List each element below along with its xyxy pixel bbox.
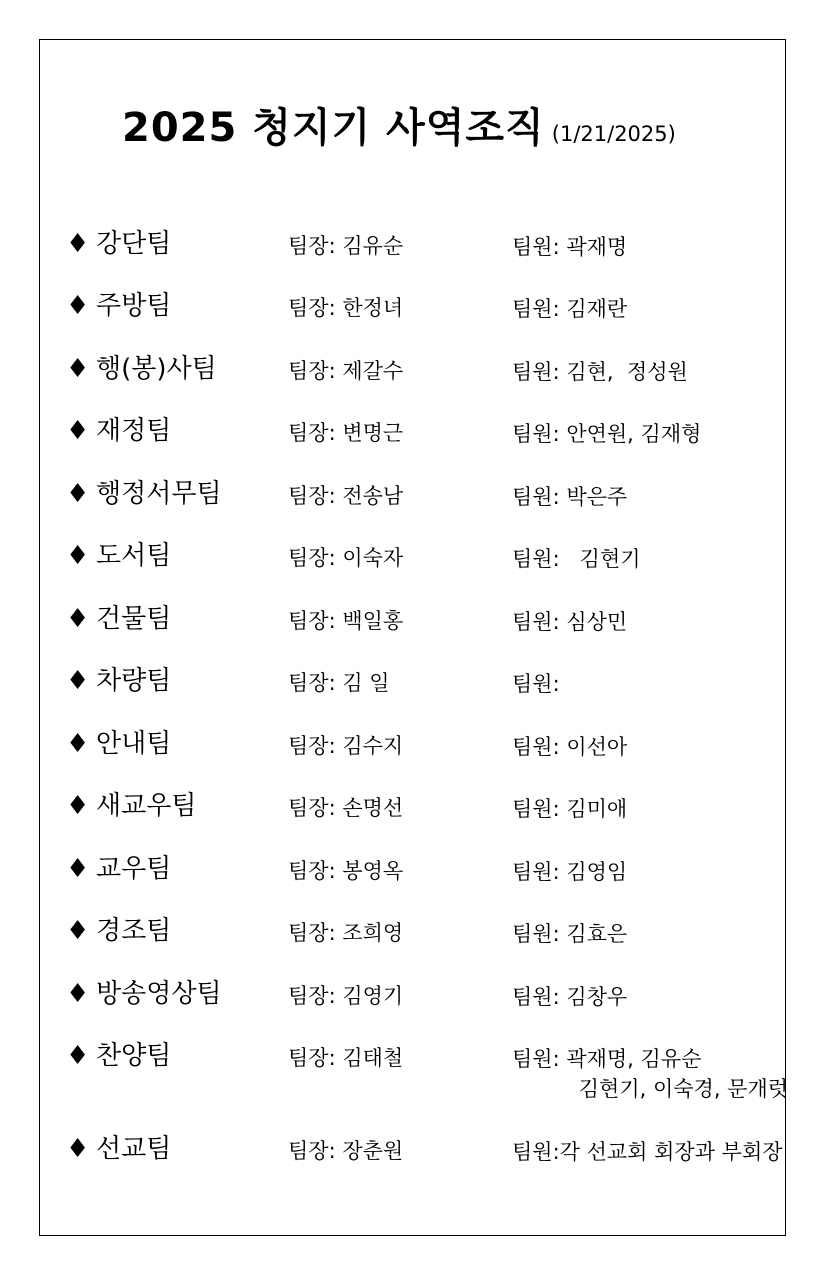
team-leader: 팀장: 김영기 — [288, 984, 404, 1008]
team-leader: 팀장: 제갈수 — [288, 359, 404, 383]
diamond-bullet-icon: ♦ — [66, 541, 90, 571]
team-leader: 팀장: 전송남 — [288, 484, 404, 508]
team-name-label: 방송영상팀 — [96, 979, 222, 1009]
diamond-bullet-icon: ♦ — [66, 479, 90, 509]
team-name-label: 재정팀 — [96, 416, 172, 446]
team-name-label: 차량팀 — [96, 666, 172, 696]
diamond-bullet-icon: ♦ — [66, 1134, 90, 1164]
team-members: 팀원: 김미애 — [512, 797, 628, 821]
team-name — [66, 792, 196, 820]
diamond-bullet-icon: ♦ — [66, 354, 90, 384]
team-leader: 팀장: 이숙자 — [288, 546, 404, 570]
team-leader: 팀장: 장춘원 — [288, 1139, 404, 1163]
team-name-label: 강단팀 — [96, 229, 172, 259]
team-name-label: 경조팀 — [96, 916, 172, 946]
diamond-bullet-icon: ♦ — [66, 416, 90, 446]
diamond-bullet-icon: ♦ — [66, 291, 90, 321]
team-name — [66, 417, 171, 445]
team-members: 팀원: 김현, 정성원 — [512, 360, 688, 384]
team-leader: 팀장: 한정녀 — [288, 296, 404, 320]
team-name — [66, 917, 171, 945]
team-leader: 팀장: 손명선 — [288, 796, 404, 820]
team-name-label: 교우팀 — [96, 854, 172, 884]
team-leader: 팀장: 조희영 — [288, 921, 404, 945]
team-name-label: 건물팀 — [96, 604, 172, 634]
team-name-label: 새교우팀 — [96, 791, 197, 821]
team-members: 팀원: — [512, 672, 560, 696]
team-members: 팀원: 곽재명 — [512, 235, 628, 259]
diamond-bullet-icon: ♦ — [66, 916, 90, 946]
team-name — [66, 667, 171, 695]
team-name-label: 선교팀 — [96, 1134, 172, 1164]
diamond-bullet-icon: ♦ — [66, 229, 90, 259]
diamond-bullet-icon: ♦ — [66, 604, 90, 634]
team-members: 팀원: 김재란 — [512, 297, 628, 321]
team-name — [66, 355, 217, 383]
team-name-label: 안내팀 — [96, 729, 172, 759]
diamond-bullet-icon: ♦ — [66, 729, 90, 759]
diamond-bullet-icon: ♦ — [66, 666, 90, 696]
team-name — [66, 605, 171, 633]
team-members: 팀원: 박은주 — [512, 485, 628, 509]
team-name — [66, 730, 171, 758]
team-members: 팀원: 심상민 — [512, 610, 628, 634]
team-members: 팀원: 김창우 — [512, 985, 628, 1009]
title-date: (1/21/2025) — [551, 122, 676, 146]
team-members: 팀원: 김영임 — [512, 860, 628, 884]
team-members: 팀원: 김현기 — [512, 547, 641, 571]
team-name-label: 행(봉)사팀 — [96, 354, 217, 384]
team-name-label: 도서팀 — [96, 541, 172, 571]
page-title — [122, 105, 676, 151]
team-leader: 팀장: 백일홍 — [288, 609, 404, 633]
team-name — [66, 230, 171, 258]
team-leader: 팀장: 김 일 — [288, 671, 390, 695]
team-leader: 팀장: 김유순 — [288, 234, 404, 258]
team-name — [66, 980, 222, 1008]
team-leader: 팀장: 봉영옥 — [288, 859, 404, 883]
diamond-bullet-icon: ♦ — [66, 854, 90, 884]
team-name — [66, 855, 171, 883]
title-main: 2025 청지기 사역조직 — [122, 105, 545, 151]
team-name-label: 주방팀 — [96, 291, 172, 321]
team-name — [66, 1135, 171, 1163]
diamond-bullet-icon: ♦ — [66, 979, 90, 1009]
team-name — [66, 292, 171, 320]
team-members: 팀원: 김효은 — [512, 922, 628, 946]
team-members: 팀원: 곽재명, 김유순 김현기, 이숙경, 문개럿 — [512, 1047, 789, 1101]
team-name-label: 찬양팀 — [96, 1041, 172, 1071]
team-name-label: 행정서무팀 — [96, 479, 222, 509]
team-name — [66, 1042, 171, 1070]
diamond-bullet-icon: ♦ — [66, 1041, 90, 1071]
team-members: 팀원:각 선교회 회장과 부회장 — [512, 1140, 783, 1164]
team-name — [66, 480, 222, 508]
team-leader: 팀장: 김수지 — [288, 734, 404, 758]
team-members: 팀원: 이선아 — [512, 735, 628, 759]
team-leader: 팀장: 변명근 — [288, 421, 404, 445]
team-leader: 팀장: 김태철 — [288, 1046, 404, 1070]
team-members: 팀원: 안연원, 김재형 — [512, 422, 702, 446]
diamond-bullet-icon: ♦ — [66, 791, 90, 821]
team-name — [66, 542, 171, 570]
